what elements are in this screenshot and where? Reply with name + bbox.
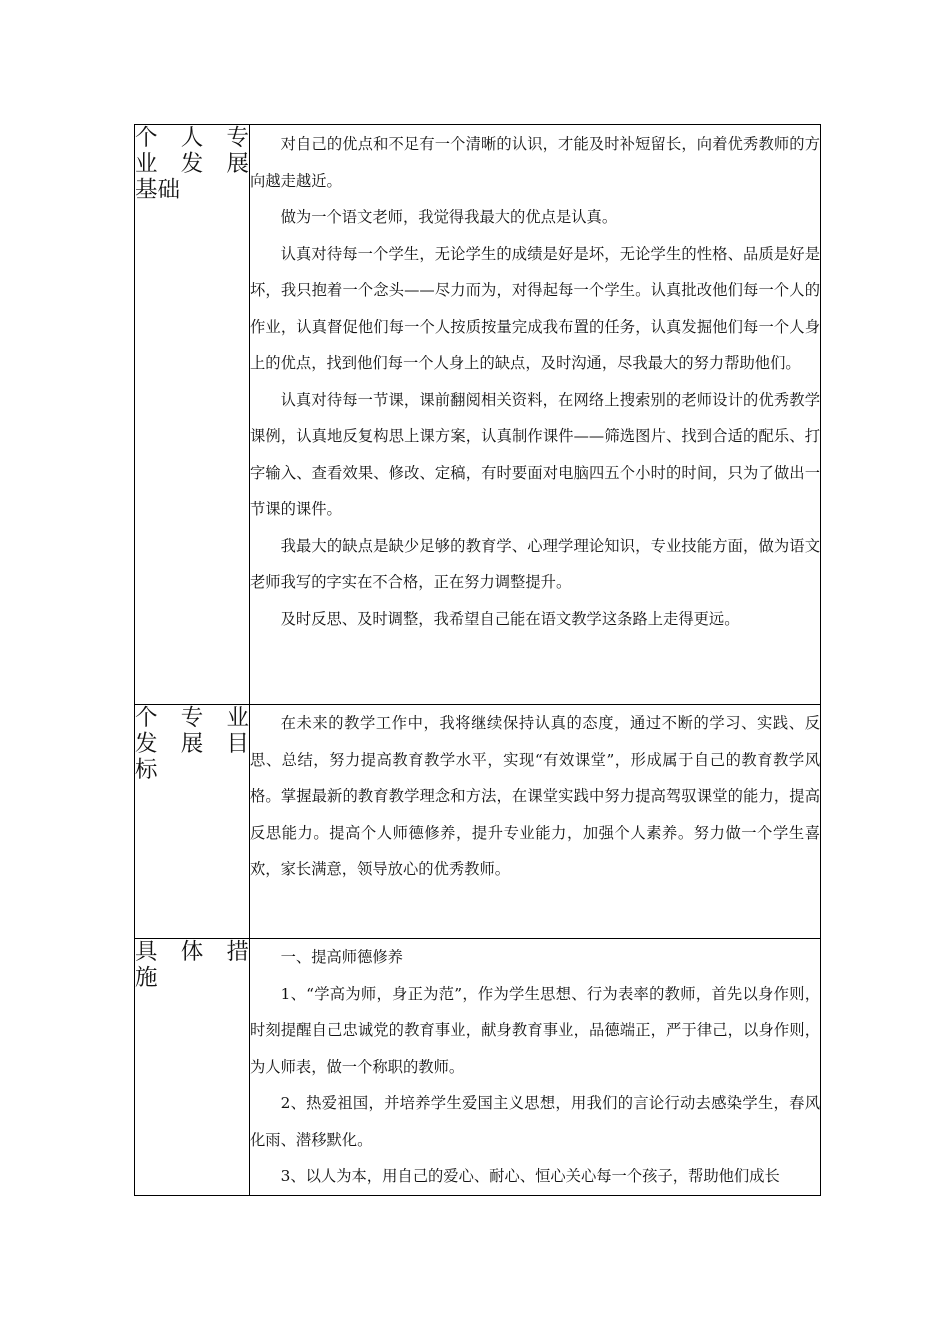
paragraph: 在未来的教学工作中，我将继续保持认真的态度，通过不断的学习、实践、反思、总结，努力提高教育教学水平，实现“有效课堂”，形成属于自己的教育教学风格。掌握最新的教育教学理念和方法，在课堂实践中努力提高驾驭课堂的能力，提高反思能力。提高个人师德修养，提升专业能力，加强个人素养。努力做一个学生喜欢，家长满意，领导放心的优秀教师。 [250,714,820,878]
label-cell-measures [135,939,250,1196]
content-cell-measures [250,939,821,1196]
table-row-measures [135,939,821,1196]
paragraph: 3、以人为本，用自己的爱心、耐心、恒心关心每一个孩子，帮助他们成长 [280,1167,780,1185]
label-line: 基础 [135,177,181,203]
label-line: 标 [135,757,158,783]
label-line: 发 展 目 [135,731,249,757]
label-cell-foundation [135,125,250,705]
label-line: 具 体 措 [135,939,249,965]
paragraph: 1、“学高为师，身正为范”，作为学生思想、行为表率的教师，首先以身作则，时刻提醒自己忠诚党的教育事业，献身教育事业，品德端正，严于律己，以身作则，为人师表，做一个称职的教师。 [250,984,820,1076]
table-row-goals [135,705,821,939]
label-line: 个 专 业 [135,705,249,731]
table-row-foundation [135,125,821,705]
paragraph: 认真对待每一节课，课前翻阅相关资料，在网络上搜索别的老师设计的优秀教学课例，认真地反复构思上课方案，认真制作课件——筛选图片、找到合适的配乐、打字输入、查看效果、修改、定稿，有时要面对电脑四五个小时的时间，只为了做出一节课的课件。 [250,390,820,518]
development-plan-table [134,124,821,1196]
paragraph: 2、热爱祖国，并培养学生爱国主义思想，用我们的言论行动去感染学生，春风化雨、潜移默化。 [250,1094,820,1149]
paragraph: 认真对待每一个学生，无论学生的成绩是好是坏，无论学生的性格、品质是好是坏，我只抱着一个念头——尽力而为，对得起每一个学生。认真批改他们每一个人的作业，认真督促他们每一个人按质按量完成我布置的任务，认真发掘他们每一个人身上的优点，找到他们每一个人身上的缺点，及时沟通，尽我最大的努力帮助他们。 [250,244,820,372]
label-line: 业 发 展 [135,151,249,177]
label-line: 施 [135,965,158,991]
content-cell-foundation [250,125,821,705]
label-line: 个 人 专 [135,125,249,151]
label-cell-goals [135,705,250,939]
paragraph: 及时反思、及时调整，我希望自己能在语文教学这条路上走得更远。 [280,609,740,628]
paragraph: 我最大的缺点是缺少足够的教育学、心理学理论知识，专业技能方面，做为语文老师我写的字实在不合格，正在努力调整提升。 [250,536,820,591]
paragraph: 对自己的优点和不足有一个清晰的认识，才能及时补短留长，向着优秀教师的方向越走越近。 [250,135,820,190]
paragraph: 做为一个语文老师，我觉得我最大的优点是认真。 [280,208,618,226]
content-cell-goals [250,705,821,939]
paragraph: 一、提高师德修养 [280,948,403,966]
